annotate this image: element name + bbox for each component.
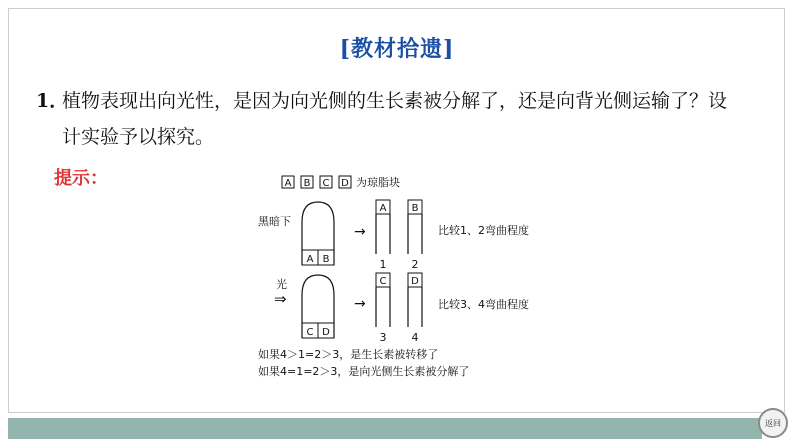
- top-compare: 比较1、2弯曲程度: [438, 224, 529, 237]
- conclusion-1: 如果4＞1=2＞3，是生长素被转移了: [258, 348, 439, 361]
- question-text: [36, 83, 776, 155]
- experiment-diagram: [248, 170, 538, 385]
- legend-text: 为琼脂块: [356, 176, 400, 189]
- stem4-block: D: [411, 276, 419, 287]
- legend-block-b: B: [303, 178, 311, 189]
- dark-label: 黑暗下: [258, 215, 291, 228]
- block-a: A: [306, 254, 314, 265]
- arrow-top: →: [354, 224, 366, 240]
- legend-block-d: D: [341, 178, 349, 189]
- legend: [282, 175, 400, 189]
- conclusion-2: 如果4=1=2＞3，是向光侧生长素被分解了: [258, 365, 470, 378]
- block-c: C: [306, 327, 314, 338]
- light-label: 光: [276, 278, 287, 291]
- stem3-block: C: [379, 276, 387, 287]
- back-button[interactable]: 返回: [758, 408, 788, 438]
- stem2-block: B: [411, 203, 419, 214]
- page-title: [教材拾遗]: [339, 36, 455, 62]
- light-arrow: ⇒: [274, 290, 287, 308]
- stem-number-1: 1: [379, 258, 387, 271]
- arrow-bottom: →: [354, 296, 366, 312]
- bottom-compare: 比较3、4弯曲程度: [438, 298, 529, 311]
- question-line-2: 计实验予以探究。: [62, 126, 215, 148]
- stem1-block: A: [379, 203, 387, 214]
- stem-number-2: 2: [411, 258, 419, 271]
- legend-block-c: C: [322, 178, 330, 189]
- question-line-1: 植物表现出向光性，是因为向光侧的生长素被分解了，还是向背光侧运输了？设: [62, 90, 728, 112]
- stem-number-3: 3: [379, 331, 387, 344]
- stem-number-4: 4: [411, 331, 419, 344]
- block-d: D: [322, 327, 330, 338]
- question-number: 1．: [36, 90, 69, 112]
- block-b: B: [322, 254, 330, 265]
- footer-bar: [8, 418, 762, 439]
- hint-label: 提示：: [54, 168, 108, 189]
- legend-block-a: A: [284, 178, 292, 189]
